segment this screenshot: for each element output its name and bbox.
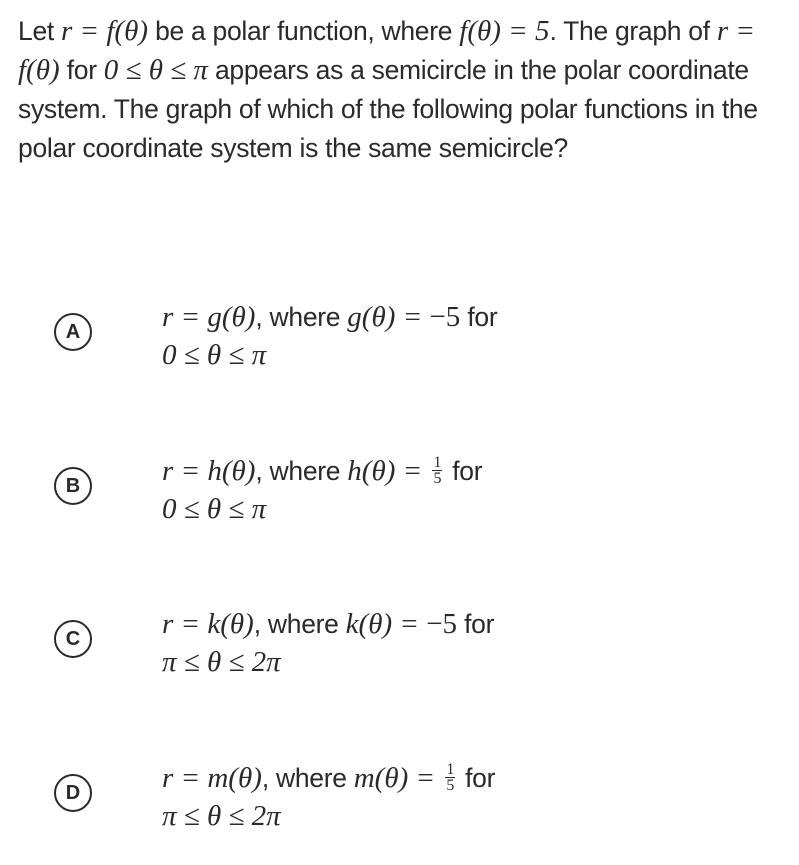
answer-choice-d[interactable] xyxy=(0,759,799,839)
choice-text-where: , where xyxy=(255,456,348,486)
choice-text-for: for xyxy=(460,302,498,332)
choice-text-d[interactable] xyxy=(162,759,762,835)
math-expression: k(θ) = xyxy=(345,608,427,640)
choice-text-for: for xyxy=(445,456,483,486)
math-expression: h(θ) = xyxy=(347,455,430,487)
question-text: appears as a semicircle in the polar coordinate system. The graph of which of the following polar functions in the polar coordinate system is the same semicircle? xyxy=(18,55,758,163)
math-value: −5 xyxy=(426,608,458,640)
math-domain: 0 ≤ θ ≤ π xyxy=(162,339,267,371)
fraction-numerator: 1 xyxy=(446,760,455,778)
math-domain: π ≤ θ ≤ 2π xyxy=(162,646,281,678)
math-expression: g(θ) = xyxy=(347,301,430,333)
choice-letter-bubble-c[interactable]: C xyxy=(54,620,92,658)
math-expression: r = k(θ) xyxy=(162,608,254,640)
math-expression: 0 ≤ θ ≤ π xyxy=(103,54,208,86)
choice-letter-bubble-b[interactable]: B xyxy=(54,467,92,505)
question-text: Let xyxy=(18,16,62,46)
choice-text-a[interactable] xyxy=(162,298,762,374)
math-expression: r = m(θ) xyxy=(162,762,262,794)
math-value: −5 xyxy=(429,301,461,333)
fraction-denominator: 5 xyxy=(446,776,455,794)
choice-text-for: for xyxy=(457,609,495,639)
question-text: . The graph of xyxy=(549,16,717,46)
question-stem xyxy=(18,12,788,168)
math-expression: r = f(θ) xyxy=(61,15,148,47)
choice-text-for: for xyxy=(458,763,496,793)
choice-letter-bubble-a[interactable]: A xyxy=(54,313,92,351)
choice-text-where: , where xyxy=(255,302,348,332)
choice-letter-bubble-d[interactable]: D xyxy=(54,774,92,812)
math-expression: r = f(θ) xyxy=(18,15,755,86)
question-text: be a polar function, where xyxy=(148,16,460,46)
answer-choice-b[interactable] xyxy=(0,452,799,532)
math-domain: 0 ≤ θ ≤ π xyxy=(162,493,267,525)
question-text: for xyxy=(59,55,104,85)
math-domain: π ≤ θ ≤ 2π xyxy=(162,800,281,832)
math-fraction xyxy=(445,762,455,793)
fraction-denominator: 5 xyxy=(433,469,442,487)
answer-choice-a[interactable] xyxy=(0,298,799,378)
math-expression: r = g(θ) xyxy=(162,301,256,333)
choice-text-b[interactable] xyxy=(162,452,762,528)
answer-choice-c[interactable] xyxy=(0,605,799,685)
math-fraction xyxy=(432,455,442,486)
fraction-numerator: 1 xyxy=(433,453,442,471)
choice-text-where: , where xyxy=(253,609,346,639)
choice-text-c[interactable] xyxy=(162,605,762,681)
math-expression: m(θ) = xyxy=(353,762,443,794)
math-expression: r = h(θ) xyxy=(162,455,256,487)
choice-text-where: , where xyxy=(261,763,354,793)
math-expression: f(θ) = 5 xyxy=(459,15,550,47)
